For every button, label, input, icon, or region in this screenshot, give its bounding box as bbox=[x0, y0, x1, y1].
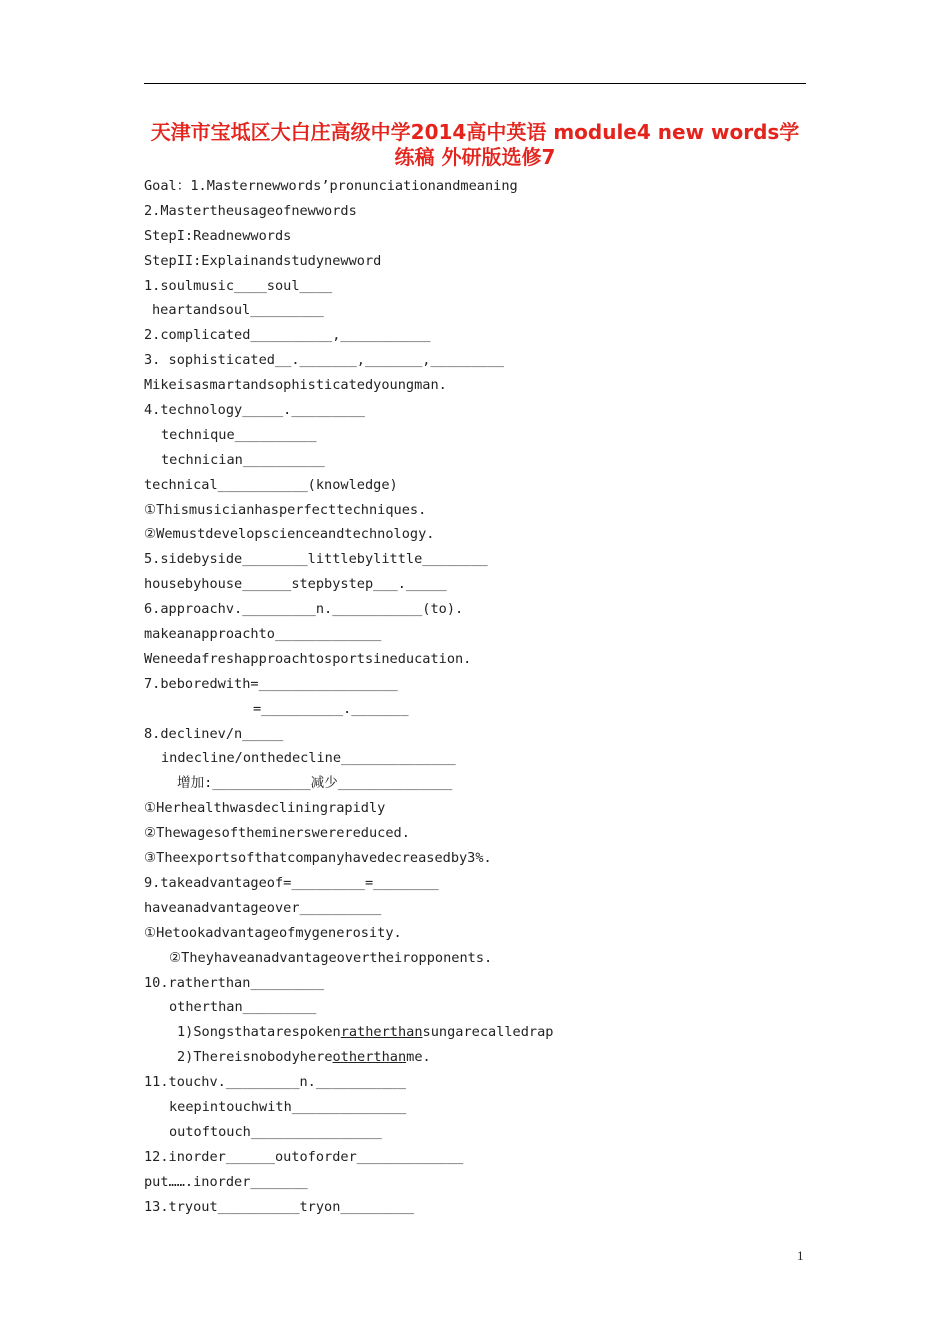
text-line: 1.soulmusic____soul____ bbox=[144, 277, 333, 294]
text-line: Goal：1.Masternewwords’pronunciationandmeaning bbox=[144, 178, 518, 194]
text-line: housebyhouse______stepbystep___._____ bbox=[144, 576, 447, 593]
text-line: 8.declinev/n_____ bbox=[144, 725, 284, 742]
text-line: 3. sophisticated__._______,_______,_________ bbox=[144, 352, 505, 369]
text-line: 2.complicated__________,___________ bbox=[144, 327, 431, 344]
text-line: 7.beboredwith=_________________ bbox=[144, 675, 398, 692]
sentence-after: sungarecalledrap bbox=[422, 1024, 554, 1041]
text-line: ③Theexportsofthatcompanyhavedecreasedby3%. bbox=[144, 850, 492, 867]
page-number: 1 bbox=[797, 1248, 804, 1263]
worksheet-body bbox=[144, 174, 844, 1219]
text-line: put…….inorder_______ bbox=[144, 1173, 308, 1190]
text-line: Mikeisasmartandsophisticatedyoungman. bbox=[144, 377, 447, 394]
text-line: ①Thismusicianhasperfecttechniques. bbox=[144, 501, 427, 518]
text-line: ②Theyhaveanadvantageovertheiropponents. bbox=[169, 949, 493, 966]
text-line: technical___________(knowledge) bbox=[144, 476, 398, 493]
sentence-before: 1)Songsthatarespoken bbox=[177, 1024, 341, 1041]
text-line: 4.technology_____._________ bbox=[144, 402, 365, 419]
text-line: 5.sidebyside________littlebylittle________ bbox=[144, 551, 488, 568]
text-line: ②Thewagesoftheminerswerereduced. bbox=[144, 825, 410, 842]
text-line: Weneedafreshapproachtosportsineducation. bbox=[144, 650, 472, 667]
underlined-phrase: otherthan bbox=[332, 1049, 407, 1066]
underlined-phrase: ratherthan bbox=[340, 1024, 423, 1041]
text-line: 6.approachv._________n.___________(to). bbox=[144, 601, 464, 618]
text-line: =__________._______ bbox=[253, 700, 409, 717]
text-line: 9.takeadvantageof=_________=________ bbox=[144, 874, 439, 891]
header-rule bbox=[144, 83, 806, 84]
text-line: ①Hetookadvantageofmygenerosity. bbox=[144, 924, 402, 941]
text-line: 12.inorder______outoforder_____________ bbox=[144, 1148, 464, 1165]
text-line: keepintouchwith______________ bbox=[169, 1098, 407, 1115]
text-line: indecline/onthedecline______________ bbox=[161, 750, 456, 767]
document-title bbox=[144, 120, 806, 170]
text-line: ①Herhealthwasdecliningrapidly bbox=[144, 800, 386, 817]
text-line: heartandsoul_________ bbox=[152, 302, 324, 319]
sentence-after: me. bbox=[406, 1049, 431, 1066]
text-line: ②Wemustdevelopscienceandtechnology. bbox=[144, 526, 435, 543]
text-line: 13.tryout__________tryon_________ bbox=[144, 1198, 415, 1215]
text-line: haveanadvantageover__________ bbox=[144, 899, 382, 916]
text-line: StepI:Readnewwords bbox=[144, 227, 292, 244]
example-sentence-rap bbox=[144, 1020, 844, 1045]
text-line: 增加:____________减少______________ bbox=[177, 775, 453, 792]
text-line: technician__________ bbox=[161, 451, 325, 468]
title-line-1: 天津市宝坻区大白庄高级中学2014高中英语 module4 new words学 bbox=[150, 120, 800, 144]
title-line-2: 练稿 外研版选修7 bbox=[394, 145, 556, 169]
text-line: outoftouch________________ bbox=[169, 1123, 382, 1140]
sentence-before: 2)Thereisnobodyhere bbox=[177, 1049, 333, 1066]
text-line: 10.ratherthan_________ bbox=[144, 974, 325, 991]
text-line: makeanapproachto_____________ bbox=[144, 626, 382, 643]
text-line: otherthan_________ bbox=[169, 999, 317, 1016]
text-line: StepII:Explainandstudynewword bbox=[144, 252, 382, 269]
text-line: technique__________ bbox=[161, 426, 317, 443]
text-line: 2.Mastertheusageofnewwords bbox=[144, 202, 357, 219]
example-sentence-other bbox=[144, 1045, 844, 1070]
text-line: 11.touchv._________n.___________ bbox=[144, 1074, 406, 1091]
